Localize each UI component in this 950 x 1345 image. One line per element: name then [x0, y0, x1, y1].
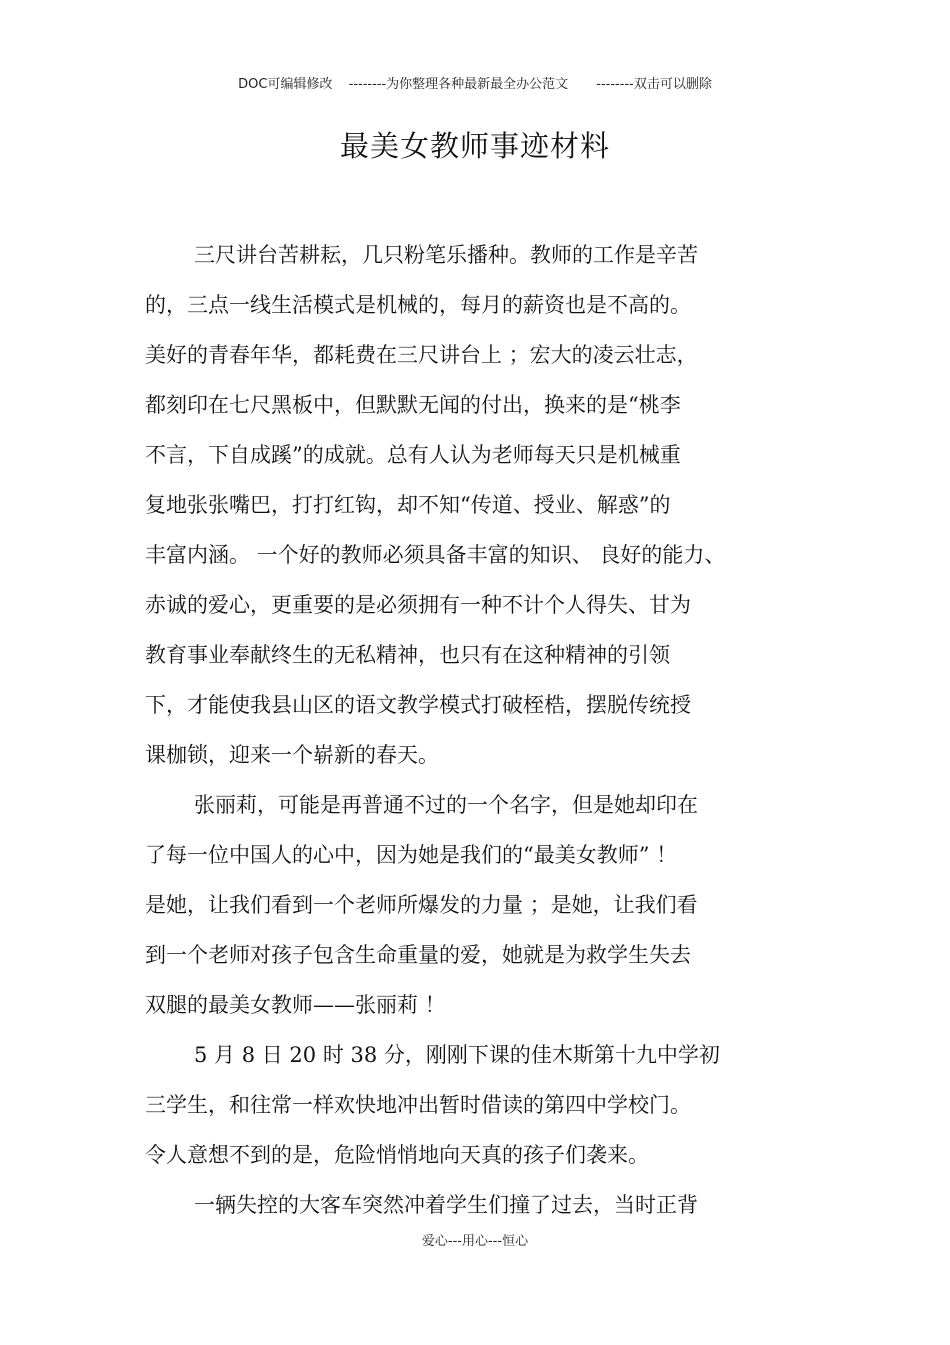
body-line: 三尺讲台苦耕耘，几只粉笔乐播种。教师的工作是辛苦: [194, 243, 698, 267]
body-line: 张丽莉，可能是再普通不过的一个名字，但是她却印在: [194, 793, 698, 817]
header-delete-hint: --------双击可以删除: [596, 77, 712, 92]
body-line: 的，三点一线生活模式是机械的，每月的薪资也是不高的。: [145, 293, 691, 317]
body-line: 都刻印在七尺黑板中，但默默无闻的付出，换来的是“桃李: [145, 393, 681, 417]
header-doc-label: DOC可编辑修改: [238, 77, 333, 92]
body-line: 双腿的最美女教师——张丽莉 ！: [145, 993, 446, 1017]
body-line: 一辆失控的大客车突然冲着学生们撞了过去，当时正背: [194, 1193, 698, 1217]
body-line: 赤诚的爱心，更重要的是必须拥有一种不计个人得失、甘为: [145, 593, 691, 617]
header-notice: --------为你整理各种最新最全办公范文: [348, 77, 569, 92]
body-line: 丰富内涵。 一个好的教师必须具备丰富的知识、 良好的能力、: [145, 543, 726, 567]
body-line: 是她，让我们看到一个老师所爆发的力量 ；是她，让我们看: [145, 893, 698, 917]
body-line: 课枷锁，迎来一个崭新的春天。: [145, 743, 439, 767]
page-footer: 爱心---用心---恒心: [421, 1234, 529, 1249]
body-line: 三学生，和往常一样欢快地冲出暂时借读的第四中学校门。: [145, 1093, 691, 1117]
body-line: 到一个老师对孩子包含生命重量的爱，她就是为救学生失去: [145, 943, 691, 967]
body-line: 复地张张嘴巴，打打红钩，却不知“传道、授业、解惑”的: [145, 493, 671, 517]
body-line: 教育事业奉献终生的无私精神，也只有在这种精神的引领: [145, 643, 670, 667]
document-title: 最美女教师事迹材料: [339, 129, 610, 163]
page-header: [0, 73, 950, 92]
body-line: 不言，下自成蹊”的成就。总有人认为老师每天只是机械重: [145, 443, 681, 467]
body-line: 了每一位中国人的心中，因为她是我们的“最美女教师” ！: [145, 843, 678, 867]
body-line: 令人意想不到的是，危险悄悄地向天真的孩子们袭来。: [145, 1143, 649, 1167]
body-line: 5 月 8 日 20 时 38 分，刚刚下课的佳木斯第十九中学初: [194, 1043, 720, 1067]
body-line: 下，才能使我县山区的语文教学模式打破桎梏，摆脱传统授: [145, 693, 691, 717]
body-line: 美好的青春年华，都耗费在三尺讲台上 ；宏大的凌云壮志，: [145, 343, 698, 367]
